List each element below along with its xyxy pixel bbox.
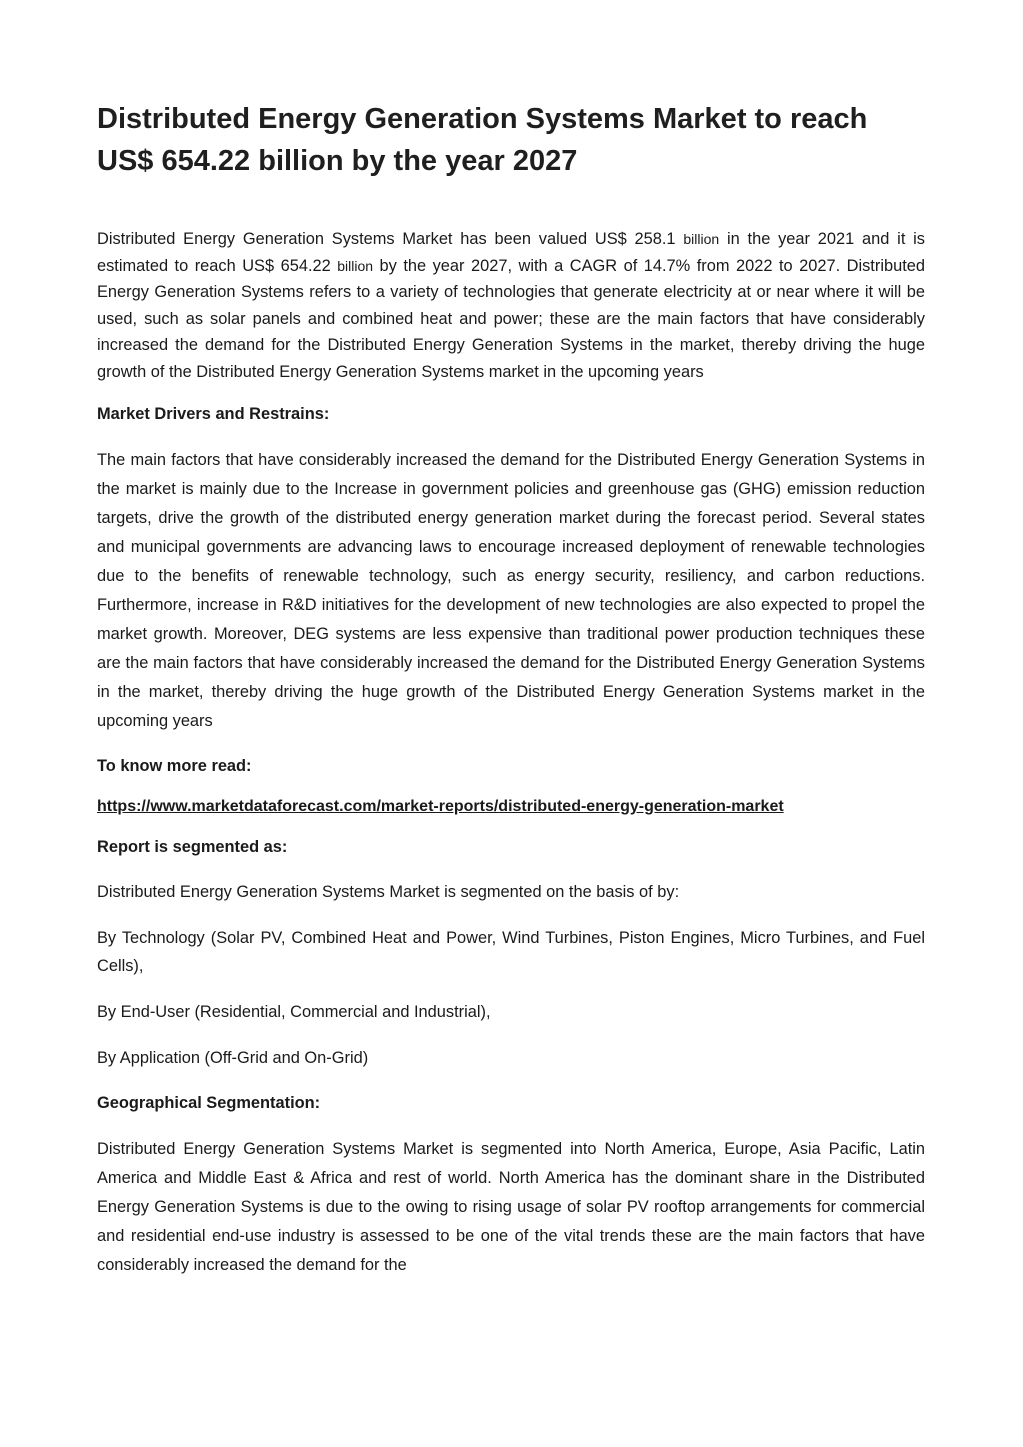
intro-text-1: Distributed Energy Generation Systems Market has been valued US$ 258.1 [97,230,684,248]
intro-text-3: by the year 2027, with a CAGR of 14.7% from 2022 to 2027. Distributed Energy Generation Systems refers to a variety of technologies that generate electricity at or near where it will be used, such as solar panels and combined heat and power; these are the main factors that have considerably increased the demand for the Distributed Energy Generation Systems in the market, thereby driving the huge growth of the Distributed Energy Generation Systems market in the upcoming years [97,256,925,381]
more-heading: To know more read: [97,757,252,776]
segment-application: By Application (Off-Grid and On-Grid) [97,1049,369,1068]
geo-paragraph: Distributed Energy Generation Systems Market is segmented into North America, Europe, Asia Pacific, Latin America and Middle East & Africa and rest of world. North America has the dominant share in the Distributed Energy Generation Systems is due to the owing to rising usage of solar PV rooftop arrangements for commercial and residential end-use industry is assessed to be one of the vital trends these are the main factors that have considerably increased the demand for the [97,1139,925,1274]
drivers-paragraph: The main factors that have considerably increased the demand for the Distributed Energy Generation Systems in the market is mainly due to the Increase in government policies and greenhouse gas (GHG) emission reduction targets, drive the growth of the distributed energy generation market during the forecast period. Several states and municipal governments are advancing laws to encourage increased deployment of renewable technologies due to the benefits of renewable technology, such as energy security, resiliency, and carbon reductions. Furthermore, increase in R&D initiatives for the development of new technologies are also expected to propel the market growth. Moreover, DEG systems are less expensive than traditional power production techniques these are the main factors that have considerably increased the demand for the Distributed Energy Generation Systems in the market, thereby driving the huge growth of the Distributed Energy Generation Systems market in the upcoming years [97,450,925,731]
intro-text-2: in the year 2021 and it is estimated to reach US$ 654.22 [97,230,926,275]
report-link[interactable]: https://www.marketdataforecast.com/market-reports/distributed-energy-generation-market [97,797,784,815]
segment-end-user: By End-User (Residential, Commercial and Industrial), [97,1003,491,1022]
segments-intro: Distributed Energy Generation Systems Market is segmented on the basis of by: [97,883,680,902]
segments-heading: Report is segmented as: [97,837,288,856]
intro-paragraph [97,226,925,385]
drivers-heading: Market Drivers and Restrains: [97,405,330,423]
segment-technology: By Technology (Solar PV, Combined Heat and Power, Wind Turbines, Piston Engines, Micro Turbines, and Fuel Cells), [97,929,925,976]
intro-unit-1: billion [683,231,720,247]
page-title: Distributed Energy Generation Systems Market to reach US$ 654.22 billion by the year 2027 [97,103,868,177]
geo-heading: Geographical Segmentation: [97,1094,321,1113]
intro-unit-2: billion [337,257,374,274]
document-page [97,98,925,1280]
